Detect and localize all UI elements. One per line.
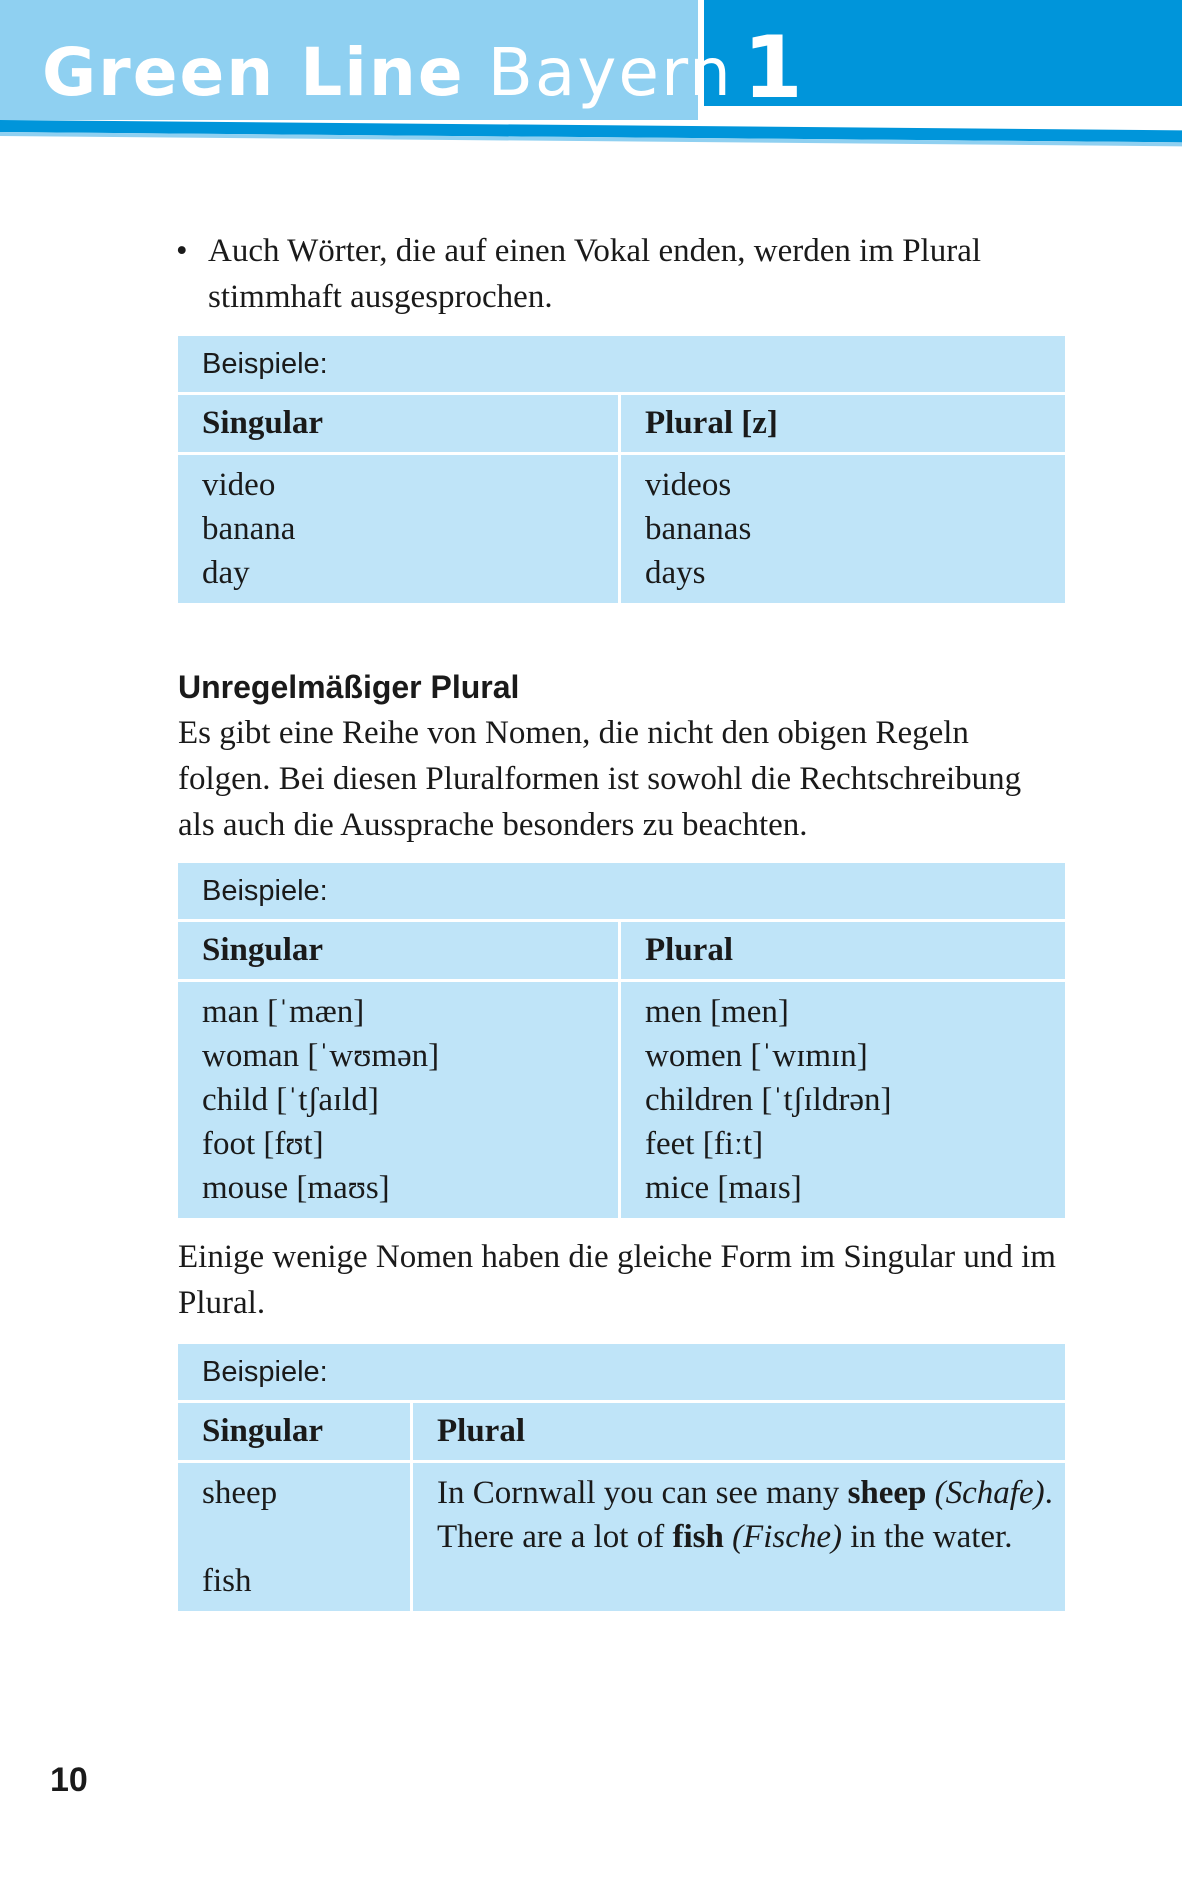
section-heading: Unregelmäßiger Plural [178, 669, 520, 705]
sentence-text: There are a lot of [437, 1519, 673, 1555]
table-header-row [178, 1403, 1065, 1460]
table-title: Beispiele: [178, 1344, 1065, 1400]
plural-word: videos [645, 467, 732, 503]
example-sentence [437, 1471, 1065, 1515]
singular-header: Singular [178, 922, 618, 979]
intro-bullet [178, 228, 1038, 320]
header-banner [0, 0, 1182, 150]
plural-word: men [men] [645, 994, 789, 1030]
singular-word: fish [202, 1563, 252, 1599]
german-gloss: (Fische) [732, 1519, 843, 1555]
singular-column [178, 1463, 410, 1611]
singular-word: man [ˈmæn] [202, 994, 365, 1030]
brand-bold: Green Line [42, 34, 465, 111]
plural-keyword: fish [672, 1519, 724, 1555]
sentence-text: . [1044, 1475, 1053, 1511]
plural-word: feet [fiːt] [645, 1126, 764, 1162]
table-header-row [178, 395, 1065, 452]
page-number: 10 [50, 1761, 88, 1799]
table-header-row [178, 922, 1065, 979]
same-form-paragraph: Einige wenige Nomen haben die gleiche Form im Singular und im Plural. [178, 1239, 1056, 1321]
section-paragraph: Es gibt eine Reihe von Nomen, die nicht den obigen Regeln folgen. Bei diesen Pluralformen ist sowohl die Rechtschreibung als auch die Aussprache besonders zu beachten. [178, 715, 1022, 843]
table-data-row [178, 455, 1065, 603]
plural-word: days [645, 555, 706, 591]
spacer [202, 1515, 410, 1559]
plural-word: bananas [645, 511, 752, 547]
sentence-text: In Cornwall you can see many [437, 1475, 848, 1511]
brand-title [42, 18, 805, 118]
singular-word: banana [202, 511, 296, 547]
examples-table-regular [178, 336, 1065, 603]
plural-word: children [ˈtʃɪldrən] [645, 1082, 892, 1118]
singular-word: video [202, 467, 276, 503]
plural-header: Plural [413, 1403, 1065, 1460]
singular-column [178, 982, 618, 1218]
singular-word: day [202, 555, 250, 591]
examples-table-same-form [178, 1344, 1065, 1611]
singular-word: woman [ˈwʊmən] [202, 1038, 440, 1074]
table-data-row [178, 1463, 1065, 1611]
table-title: Beispiele: [178, 863, 1065, 919]
plural-header: Plural [z] [621, 395, 1065, 452]
examples-table-irregular [178, 863, 1065, 1218]
plural-column [621, 455, 1065, 603]
bullet-dot: • [176, 233, 188, 269]
singular-header: Singular [178, 395, 618, 452]
plural-keyword: sheep [847, 1475, 927, 1511]
plural-column [413, 1463, 1065, 1611]
singular-word: mouse [maʊs] [202, 1170, 390, 1206]
singular-word: sheep [202, 1475, 278, 1511]
plural-word: mice [maɪs] [645, 1170, 802, 1206]
singular-word: foot [fʊt] [202, 1126, 324, 1162]
plural-column [621, 982, 1065, 1218]
singular-header: Singular [178, 1403, 410, 1460]
plural-header: Plural [621, 922, 1065, 979]
singular-word: child [ˈtʃaɪld] [202, 1082, 379, 1118]
example-sentence [437, 1515, 1065, 1559]
brand-number: 1 [742, 18, 805, 118]
table-title: Beispiele: [178, 336, 1065, 392]
brand-light: Bayern [487, 34, 733, 111]
bullet-text: Auch Wörter, die auf einen Vokal enden, werden im Plural stimmhaft ausgesprochen. [208, 233, 982, 315]
table-data-row [178, 982, 1065, 1218]
singular-column [178, 455, 618, 603]
german-gloss: (Schafe) [934, 1475, 1045, 1511]
sentence-text: in the water. [842, 1519, 1013, 1555]
plural-word: women [ˈwɪmɪn] [645, 1038, 868, 1074]
